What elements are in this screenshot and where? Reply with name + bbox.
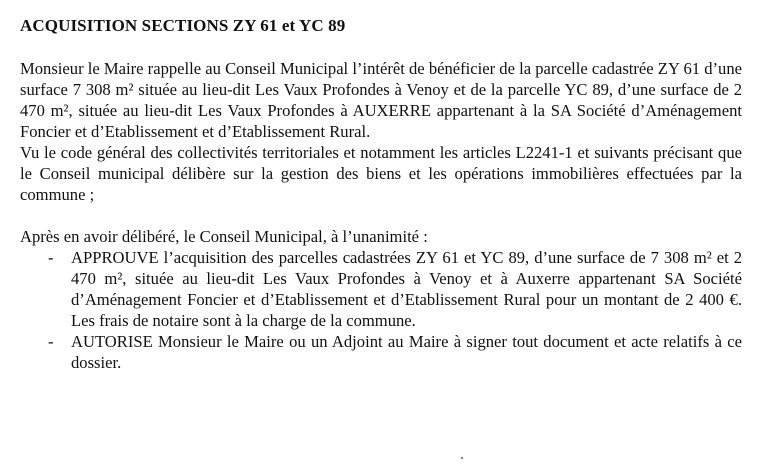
decision-intro: Après en avoir délibéré, le Conseil Municipal, à l’unanimité : — [20, 227, 428, 246]
decision-list — [20, 247, 742, 373]
list-dash: - — [48, 248, 54, 267]
decision-item-authorize — [20, 331, 742, 373]
list-dash: - — [48, 332, 54, 351]
decision-text: APPROUVE l’acquisition des parcelles cadastrées ZY 61 et YC 89, d’une surface de 7 308 m² et 2 470 m², située au lieu-dit Les Vaux Profondes à Venoy et à Auxerre appartenant SA Société d’Aménagement Foncier et d’Etablissement et d’Etablissement Rural pour un montant de 2 400 €. Les frais de notaire sont à la charge de la commune. — [71, 248, 742, 330]
document-title: ACQUISITION SECTIONS ZY 61 et YC 89 — [20, 16, 346, 35]
scan-speck — [461, 457, 463, 459]
context-paragraph: Monsieur le Maire rappelle au Conseil Municipal l’intérêt de bénéficier de la parcelle cadastrée ZY 61 d’une surface 7 308 m² située au lieu-dit Les Vaux Profondes à Venoy et de la parcelle YC 89, d’une surface de 2 470 m², située au lieu-dit Les Vaux Profondes à AUXERRE appartenant à la SA Société d’Aménagement Foncier et d’Etablissement et d’Etablissement Rural. — [20, 59, 742, 141]
decision-text: AUTORISE Monsieur le Maire ou un Adjoint au Maire à signer tout document et acte relatifs à ce dossier. — [71, 332, 742, 372]
paragraph-spacer — [20, 205, 742, 226]
decision-item-approve — [20, 247, 742, 331]
document-page — [20, 16, 742, 373]
legal-basis-paragraph: Vu le code général des collectivités territoriales et notamment les articles L2241-1 et suivants précisant que le Conseil municipal délibère sur la gestion des biens et les opérations immobilières effectuées par la commune ; — [20, 143, 742, 204]
